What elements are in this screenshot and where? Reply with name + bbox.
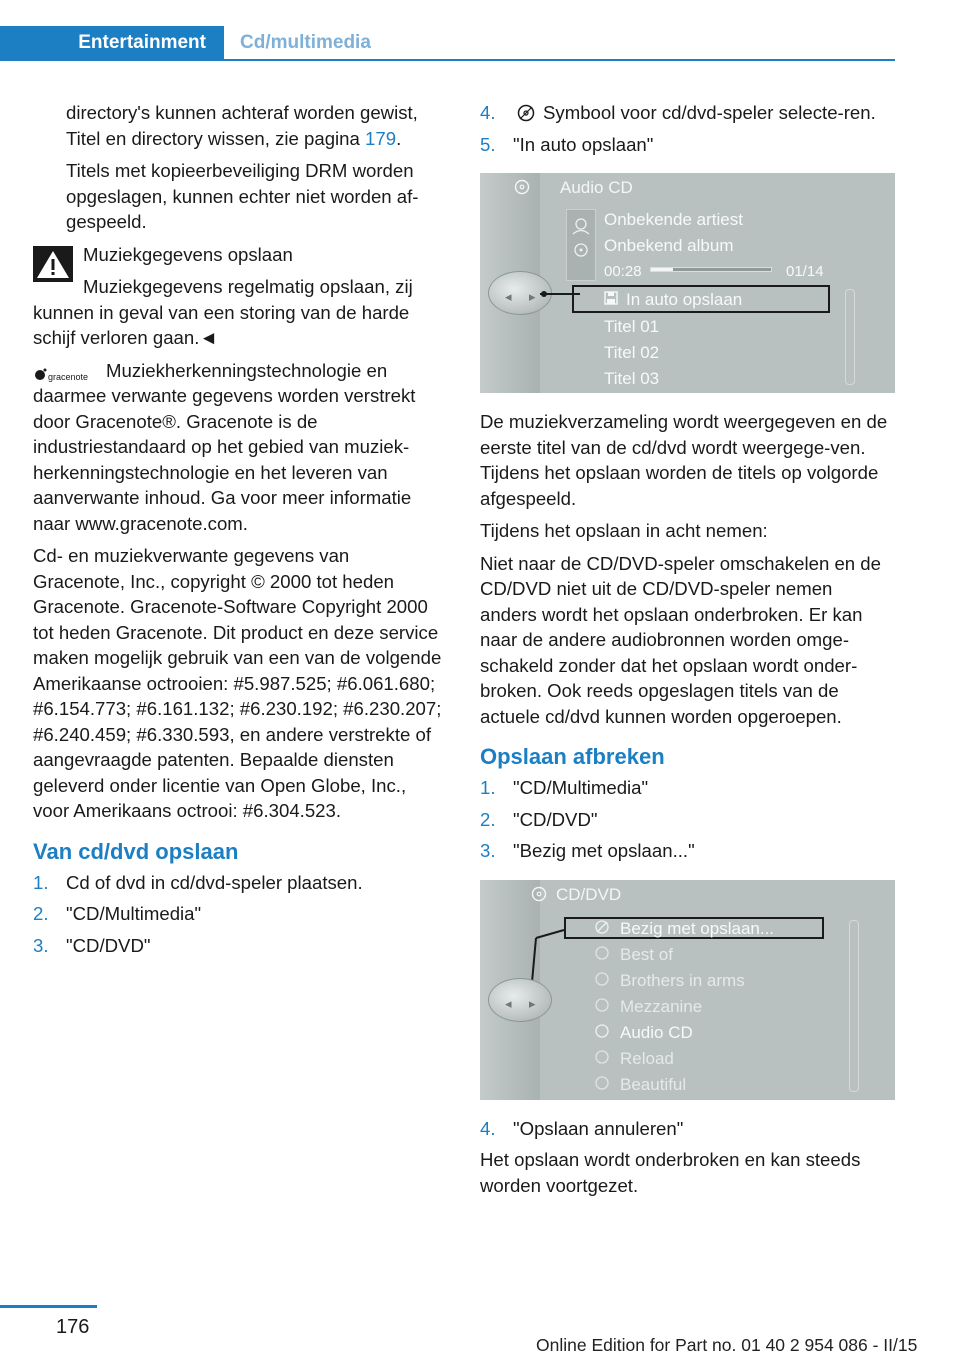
menu-item-disc[interactable]: Reload [620, 1048, 674, 1068]
gracenote-block [33, 358, 445, 537]
controller-knob[interactable]: ◂ ▸ [488, 271, 552, 315]
menu-item-disc[interactable]: Best of [620, 944, 673, 964]
step-text: "CD/DVD" [66, 934, 151, 956]
screen-cd-dvd [480, 880, 895, 1100]
edition-text: Online Edition for Part no. 01 40 2 954 086 - II/15 [536, 1335, 918, 1355]
list-item [33, 933, 445, 959]
save-icon [604, 291, 618, 305]
cd-player-icon [517, 104, 535, 122]
warning-icon [33, 246, 73, 282]
cd-icon [513, 179, 533, 195]
progress-fill [651, 268, 673, 271]
step-text: "In auto opslaan" [513, 133, 654, 155]
warning-text [33, 274, 445, 351]
steps-save [33, 870, 445, 959]
info-icon-box [566, 209, 596, 281]
copyright-paragraph: Cd- en muziekverwante gegevens van Gracenote, Inc., copyright © 2000 tot heden Gracenote. Gracenote-Software Copyright 2000 tot heden Gracenote. Dit product en deze service maken mogelijk gebruik van een van de volgende Amerikaanse octrooien: #5.987.525; #6.061.680; #6.154.773; #6.161.132; #6.230.192; #6.230.207; #6.240.459; #6.330.593, en andere verstrekte of aangevraagde patenten. Bepaalde diensten geleverd onder licentie van Open Globe, Inc., voor Amerikaans octrooi: #6.304.523. [33, 545, 442, 821]
list-item [480, 807, 892, 833]
artist-album-icons [567, 210, 595, 280]
page-header [0, 26, 895, 62]
paragraph-text: directory's kunnen achteraf worden gewist, Titel en directory wissen, zie pagina [66, 102, 418, 149]
left-column [33, 100, 445, 964]
list-item [33, 901, 445, 927]
right-column [480, 100, 892, 1205]
paragraph-result: Het opslaan wordt onderbroken en kan steeds worden voortgezet. [480, 1149, 861, 1196]
screen-title: CD/DVD [556, 884, 622, 904]
menu-item-title[interactable]: Titel 02 [604, 343, 660, 362]
step-number: 1. [33, 871, 49, 893]
list-item [480, 775, 892, 801]
step-number: 2. [33, 903, 49, 924]
warning-title: Muziekgegevens opslaan [83, 243, 293, 265]
menu-item-saving[interactable]: Bezig met opslaan... [620, 918, 775, 938]
gracenote-logo-icon [33, 366, 93, 386]
screen-audio-cd [480, 173, 895, 393]
warning-body: Muziekgegevens regelmatig opslaan, zij kunnen in geval van een storing van de harde schijf verloren gaan.◄ [33, 276, 413, 348]
gracenote-text [33, 358, 445, 537]
paragraph-directory [33, 100, 445, 151]
menu-item-title[interactable]: Titel 03 [604, 369, 660, 388]
subsection-tab[interactable]: Cd/multimedia [240, 32, 371, 53]
steps-cancel [480, 775, 892, 864]
step-text: "CD/DVD" [513, 808, 598, 830]
step-text: Cd of dvd in cd/dvd-speler plaatsen. [66, 871, 363, 893]
step-number: 1. [480, 777, 496, 798]
step-number: 3. [480, 840, 496, 861]
paragraph-note-label: Tijdens het opslaan in acht nemen: [480, 520, 768, 541]
step-text: "Bezig met opslaan..." [513, 840, 695, 861]
paragraph-drm: Titels met kopieerbeveiliging DRM worden opgeslagen, kunnen echter niet worden af-gespeeld. [66, 160, 419, 232]
header-divider [0, 59, 895, 61]
scrollbar[interactable] [849, 920, 859, 1092]
section-heading-save: Van cd/dvd opslaan [33, 838, 239, 864]
step-number: 2. [480, 808, 496, 830]
list-item [480, 1116, 892, 1142]
menu-item-disc[interactable]: Beautiful [620, 1074, 687, 1094]
steps-continue [480, 100, 892, 157]
paragraph-note: Niet naar de CD/DVD-speler omschakelen en de CD/DVD niet uit de CD/DVD-speler nemen anders wordt het opslaan onderbroken. Er kan naar de andere audiobronnen worden omge-schakeld zonder dat het opslaan wordt onder-broken. Ook reeds opgeslagen titels van de actuele cd/dvd kunnen worden opgeroepen. [480, 552, 881, 727]
disc-list-icons [594, 919, 610, 1099]
step-text: Symbool voor cd/dvd-speler selecte-ren. [543, 102, 876, 123]
steps-cancel-end [480, 1116, 892, 1142]
step-number: 3. [33, 934, 49, 956]
list-item [33, 870, 445, 896]
menu-item-disc[interactable]: Mezzanine [620, 996, 703, 1016]
warning-block [33, 242, 445, 351]
step-number: 5. [480, 133, 496, 155]
menu-item-title[interactable]: Titel 01 [604, 317, 660, 336]
period: . [396, 127, 402, 149]
page-number: 176 [56, 1316, 90, 1338]
track-time: 00:28 [604, 263, 642, 280]
controller-knob[interactable]: ◂ ▸ [488, 978, 552, 1022]
screen-title: Audio CD [560, 178, 633, 197]
step-number: 4. [480, 102, 496, 123]
menu-item-disc[interactable]: Audio CD [620, 1022, 693, 1042]
scrollbar[interactable] [845, 289, 855, 385]
section-tab[interactable]: Entertainment [0, 26, 224, 60]
step-text: "Opslaan annuleren" [513, 1117, 684, 1139]
track-number: 01/14 [786, 263, 824, 280]
menu-item-save-in-car[interactable]: In auto opslaan [626, 290, 743, 309]
cd-icon [530, 886, 550, 902]
list-item [480, 838, 892, 864]
gracenote-body: Muziekherkenningstechnologie en daarmee verwante gegevens worden verstrekt door Gracenote®. Gracenote is de industriestandaard op het gebied van muziek-herkenningstechnologie en het leveren van aanverwante inhoud. Ga voor meer informatie naar www.gracenote.com. [33, 359, 416, 534]
artist-name: Onbekende artiest [604, 210, 743, 229]
section-heading-cancel: Opslaan afbreken [480, 744, 665, 769]
list-item [480, 100, 892, 126]
footer-divider [0, 1305, 97, 1308]
menu-item-disc[interactable]: Brothers in arms [620, 970, 745, 990]
album-name: Onbekend album [604, 236, 734, 255]
step-text: "CD/Multimedia" [66, 903, 202, 924]
list-item [480, 132, 892, 158]
svg-text:gracenote: gracenote [48, 371, 89, 382]
progress-bar [650, 267, 772, 272]
paragraph-collection: De muziekverzameling wordt weergegeven en de eerste titel van de cd/dvd wordt weergege-ven. Tijdens het opslaan worden de titels op volgorde afgespeeld. [480, 411, 888, 509]
page-link[interactable]: 179 [365, 127, 397, 149]
step-number: 4. [480, 1117, 496, 1139]
step-text: "CD/Multimedia" [513, 777, 649, 798]
